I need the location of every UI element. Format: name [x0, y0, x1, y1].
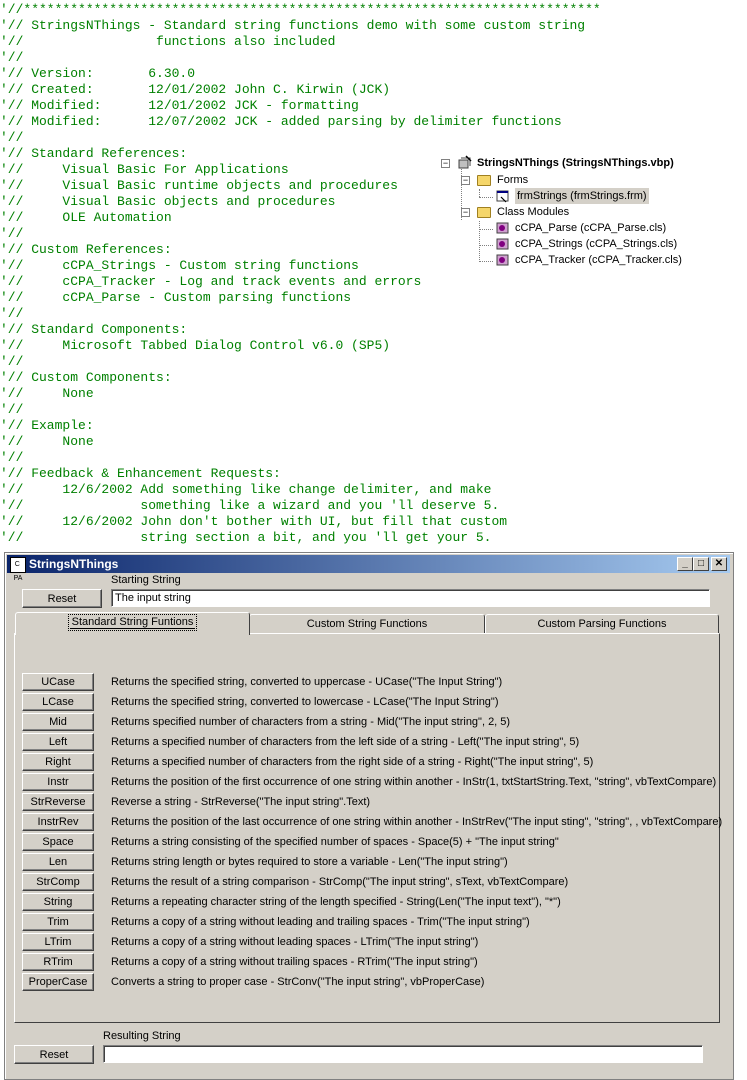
code-line: '// Feedback & Enhancement Requests:	[0, 466, 281, 481]
code-line: '// Microsoft Tabbed Dialog Control v6.0 (SP5)	[0, 338, 391, 353]
close-button[interactable]: ✕	[711, 557, 727, 571]
strcomp-button[interactable]: StrComp	[22, 873, 94, 891]
trim-button[interactable]: Trim	[22, 913, 94, 931]
code-line: '// cCPA_Parse - Custom parsing functions	[0, 290, 352, 305]
code-line: '//	[0, 306, 24, 321]
lcase-description: Returns the specified string, converted to lowercase - LCase("The Input String")	[111, 696, 499, 708]
strreverse-description: Reverse a string - StrReverse("The input string".Text)	[111, 796, 371, 808]
right-button[interactable]: Right	[22, 753, 94, 771]
right-description: Returns a specified number of characters from the right side of a string - Right("The input string", 5)	[111, 756, 594, 768]
propercase-button[interactable]: ProperCase	[22, 973, 94, 991]
tree-connector	[479, 261, 493, 262]
folder-open-icon	[477, 207, 491, 218]
tree-connector	[479, 229, 493, 230]
code-line: '// Custom References:	[0, 242, 172, 257]
reset-start-button[interactable]: Reset	[22, 589, 102, 608]
tree-class-label: cCPA_Tracker (cCPA_Tracker.cls)	[515, 254, 682, 266]
code-line: '// None	[0, 386, 94, 401]
ltrim-button[interactable]: LTrim	[22, 933, 94, 951]
project-explorer-tree	[441, 155, 741, 275]
code-line: '//	[0, 402, 24, 417]
project-icon	[457, 155, 473, 176]
code-line: '// something like a wizard and you 'll deserve 5.	[0, 498, 500, 513]
mid-description: Returns specified number of characters from a string - Mid("The input string", 2, 5)	[111, 716, 511, 728]
code-line: '// None	[0, 434, 94, 449]
instrrev-button[interactable]: InstrRev	[22, 813, 94, 831]
code-line: '// Example:	[0, 418, 94, 433]
trim-description: Returns a copy of a string without leading and trailing spaces - Trim("The input string")	[111, 916, 530, 928]
tab-label: Standard String Funtions	[71, 616, 194, 628]
lcase-button[interactable]: LCase	[22, 693, 94, 711]
code-line: '//	[0, 226, 24, 241]
app-icon: C PA	[10, 557, 26, 573]
code-line: '// Visual Basic For Applications	[0, 162, 289, 177]
tree-project-label: StringsNThings (StringsNThings.vbp)	[477, 157, 674, 169]
tree-connector	[479, 245, 493, 246]
tab-label: Custom Parsing Functions	[537, 618, 667, 630]
tree-connector	[479, 189, 480, 197]
strcomp-description: Returns the result of a string comparison - StrComp("The input string", sText, vbTextCompare)	[111, 876, 569, 888]
code-line: '//	[0, 354, 24, 369]
code-line: '// Standard Components:	[0, 322, 188, 337]
code-line: '// Standard References:	[0, 146, 188, 161]
resulting-string-label: Resulting String	[103, 1030, 181, 1042]
tree-connector	[479, 221, 480, 262]
tab-custom-parsing-functions[interactable]	[485, 614, 719, 635]
code-line: '// 12/6/2002 John don't bother with UI, but fill that custom	[0, 514, 508, 529]
code-line: '// cCPA_Strings - Custom string functions	[0, 258, 359, 273]
tab-standard-string-functions[interactable]	[15, 612, 250, 635]
code-line: '//	[0, 50, 24, 65]
rtrim-description: Returns a copy of a string without trailing spaces - RTrim("The input string")	[111, 956, 478, 968]
folder-open-icon	[477, 175, 491, 186]
code-line: '// Modified: 12/01/2002 JCK - formatting	[0, 98, 359, 113]
code-line: '// StringsNThings - Standard string functions demo with some custom string	[0, 18, 586, 33]
code-line: '// Modified: 12/07/2002 JCK - added parsing by delimiter functions	[0, 114, 562, 129]
len-button[interactable]: Len	[22, 853, 94, 871]
code-line: '// cCPA_Tracker - Log and track events and errors	[0, 274, 422, 289]
instr-description: Returns the position of the first occurrence of one string within another - InStr(1, txtStartString.Text, "string", vbTextCompare)	[111, 776, 717, 788]
string-button[interactable]: String	[22, 893, 94, 911]
tree-form-label: frmStrings (frmStrings.frm)	[517, 190, 647, 202]
code-line: '//**************************************************************************	[0, 2, 601, 17]
minimize-button[interactable]: _	[677, 557, 693, 571]
mid-button[interactable]: Mid	[22, 713, 94, 731]
code-line: '// Created: 12/01/2002 John C. Kirwin (JCK)	[0, 82, 391, 97]
starting-string-input[interactable]	[111, 589, 710, 607]
code-line: '// string section a bit, and you 'll get your 5.	[0, 530, 492, 545]
propercase-description: Converts a string to proper case - StrConv("The input string", vbProperCase)	[111, 976, 485, 988]
strings-n-things-window	[4, 552, 734, 1080]
tree-forms-label: Forms	[497, 174, 529, 186]
instr-button[interactable]: Instr	[22, 773, 94, 791]
rtrim-button[interactable]: RTrim	[22, 953, 94, 971]
code-line: '// Visual Basic runtime objects and procedures	[0, 178, 398, 193]
resulting-string-output[interactable]	[103, 1045, 703, 1063]
left-button[interactable]: Left	[22, 733, 94, 751]
ucase-button[interactable]: UCase	[22, 673, 94, 691]
ltrim-description: Returns a copy of a string without leading spaces - LTrim("The input string")	[111, 936, 479, 948]
class-module-icon	[495, 252, 511, 273]
left-description: Returns a specified number of characters from the left side of a string - Left("The input string", 5)	[111, 736, 580, 748]
collapse-toggle[interactable]: −	[462, 207, 469, 217]
len-description: Returns string length or bytes required to store a variable - Len("The input string")	[111, 856, 508, 868]
code-line: '// functions also included	[0, 34, 336, 49]
code-line: '// 12/6/2002 Add something like change delimiter, and make	[0, 482, 492, 497]
strreverse-button[interactable]: StrReverse	[22, 793, 94, 811]
space-description: Returns a string consisting of the specified number of spaces - Space(5) + "The input string"	[111, 836, 559, 848]
code-line: '// Version: 6.30.0	[0, 66, 196, 81]
tree-class-label: cCPA_Strings (cCPA_Strings.cls)	[515, 238, 678, 250]
string-description: Returns a repeating character string of the length specified - String(Len("The input text"), "*")	[111, 896, 561, 908]
code-line: '// Visual Basic objects and procedures	[0, 194, 336, 209]
space-button[interactable]: Space	[22, 833, 94, 851]
maximize-button[interactable]: □	[693, 557, 709, 571]
instrrev-description: Returns the position of the last occurrence of one string within another - InStrRev("The input sting", "string", , vbTextCompare)	[111, 816, 723, 828]
ucase-description: Returns the specified string, converted to uppercase - UCase("The Input String")	[111, 676, 503, 688]
code-line: '//	[0, 450, 24, 465]
tab-panel-standard	[14, 633, 723, 1023]
reset-result-button[interactable]: Reset	[14, 1045, 94, 1064]
tree-class-label: cCPA_Parse (cCPA_Parse.cls)	[515, 222, 667, 234]
code-line: '//	[0, 130, 24, 145]
collapse-toggle[interactable]: −	[462, 175, 469, 185]
collapse-toggle[interactable]: −	[442, 158, 449, 168]
tab-custom-string-functions[interactable]	[249, 614, 485, 635]
window-title: StringsNThings	[29, 557, 119, 571]
code-line: '// Custom Components:	[0, 370, 172, 385]
tree-connector	[479, 197, 493, 198]
starting-string-label: Starting String	[111, 574, 181, 586]
tab-label: Custom String Functions	[306, 618, 428, 630]
tree-class-folder-label: Class Modules	[497, 206, 570, 218]
code-line: '// OLE Automation	[0, 210, 172, 225]
